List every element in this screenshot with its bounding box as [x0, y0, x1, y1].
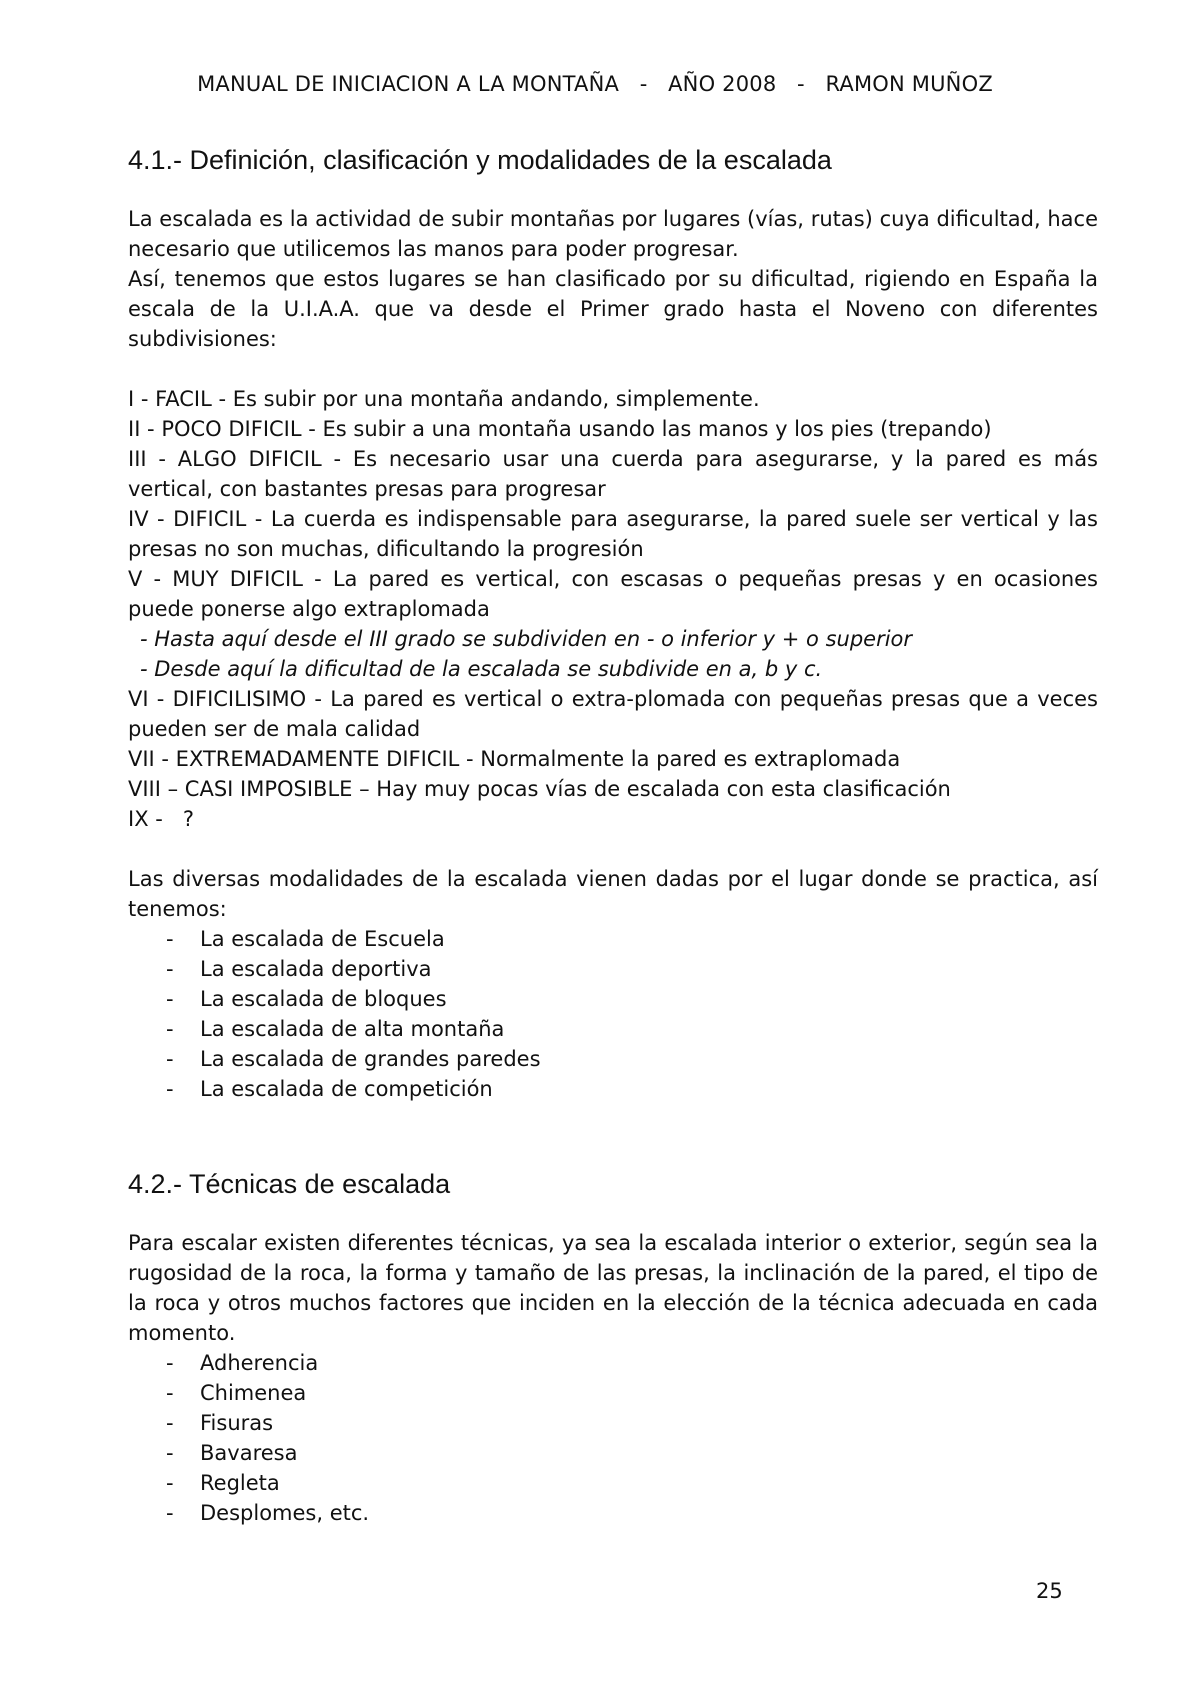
grade-note: - Desde aquí la dificultad de la escalada se subdivide en a, b y c.: [140, 657, 823, 681]
list-item: - Desplomes, etc.: [128, 1498, 1098, 1528]
modalities-list: [128, 924, 1098, 1104]
grade-item: VI - DIFICILISIMO - La pared es vertical o extra-plomada con pequeñas presas que a veces pueden ser de mala calidad: [128, 687, 1098, 741]
grade-item: IX - ?: [128, 807, 195, 831]
list-item: - La escalada deportiva: [128, 954, 1098, 984]
paragraph-techniques: Para escalar existen diferentes técnicas, ya sea la escalada interior o exterior, según sea la rugosidad de la roca, la forma y tamaño de las presas, la inclinación de la pared, el tipo de la roca y otros muchos factores que inciden en la elección de la técnica adecuada en cada momento.: [128, 1231, 1098, 1345]
list-item: - La escalada de grandes paredes: [128, 1044, 1098, 1074]
page-content: [128, 140, 1098, 1528]
grade-item: IV - DIFICIL - La cuerda es indispensable para asegurarse, la pared suele ser vertical y las presas no son muchas, dificultando la progresión: [128, 507, 1098, 561]
list-item: - La escalada de bloques: [128, 984, 1098, 1014]
list-item: - Bavaresa: [128, 1438, 1098, 1468]
grade-item: II - POCO DIFICIL - Es subir a una montaña usando las manos y los pies (trepando): [128, 417, 992, 441]
paragraph-definition: La escalada es la actividad de subir montañas por lugares (vías, rutas) cuya dificultad, hace necesario que utilicemos las manos para poder progresar.: [128, 207, 1098, 261]
grade-item: V - MUY DIFICIL - La pared es vertical, con escasas o pequeñas presas y en ocasiones puede ponerse algo extraplomada: [128, 567, 1098, 621]
paragraph-classification: Así, tenemos que estos lugares se han clasificado por su dificultad, rigiendo en España la escala de la U.I.A.A. que va desde el Primer grado hasta el Noveno con diferentes subdivisiones:: [128, 267, 1098, 351]
grade-item: VIII – CASI IMPOSIBLE – Hay muy pocas vías de escalada con esta clasificación: [128, 777, 951, 801]
page-number: 25: [1036, 1579, 1063, 1603]
list-item: - Regleta: [128, 1468, 1098, 1498]
section-title-4-2: 4.2.- Técnicas de escalada: [128, 1169, 451, 1199]
techniques-list: [128, 1348, 1098, 1528]
section-title-4-1: 4.1.- Definición, clasificación y modalidades de la escalada: [128, 145, 832, 175]
grade-item: III - ALGO DIFICIL - Es necesario usar una cuerda para asegurarse, y la pared es más vertical, con bastantes presas para progresar: [128, 447, 1098, 501]
list-item: - La escalada de alta montaña: [128, 1014, 1098, 1044]
list-item: - Chimenea: [128, 1378, 1098, 1408]
list-item: - Adherencia: [128, 1348, 1098, 1378]
list-item: - Fisuras: [128, 1408, 1098, 1438]
list-item: - La escalada de competición: [128, 1074, 1098, 1104]
paragraph-modalities: Las diversas modalidades de la escalada vienen dadas por el lugar donde se practica, así tenemos:: [128, 867, 1098, 921]
running-header: MANUAL DE INICIACION A LA MONTAÑA - AÑO 2008 - RAMON MUÑOZ: [197, 72, 993, 96]
grade-note: - Hasta aquí desde el III grado se subdividen en - o inferior y + o superior: [140, 627, 913, 651]
grade-list: [128, 384, 1098, 834]
grade-item: VII - EXTREMADAMENTE DIFICIL - Normalmente la pared es extraplomada: [128, 747, 901, 771]
grade-item: I - FACIL - Es subir por una montaña andando, simplemente.: [128, 387, 760, 411]
list-item: - La escalada de Escuela: [128, 924, 1098, 954]
